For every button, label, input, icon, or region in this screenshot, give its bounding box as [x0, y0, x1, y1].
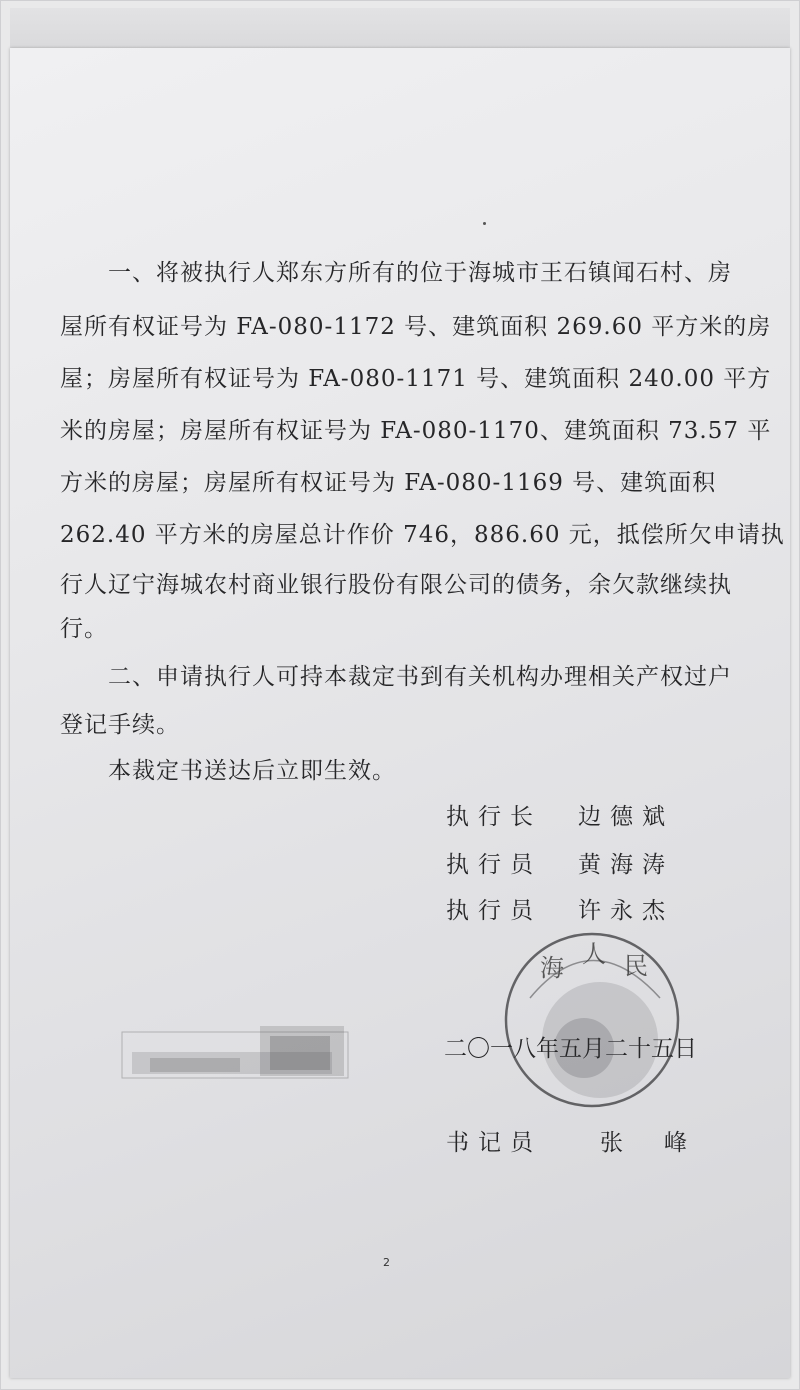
signature-role-1: 执行长 — [446, 804, 542, 830]
page-number: 2 — [383, 1256, 390, 1269]
para1-line-2: 屋所有权证号为 FA-080-1172 号、建筑面积 269.60 平方米的房 — [60, 314, 772, 340]
para1-line-3: 屋；房屋所有权证号为 FA-080-1171 号、建筑面积 240.00 平方 — [60, 366, 772, 392]
court-seal-stamp — [500, 928, 685, 1113]
signature-name-1: 边德斌 — [578, 804, 674, 830]
para1-line-1: 一、将被执行人郑东方所有的位于海城市王石镇闻石村、房 — [108, 260, 732, 286]
signature-role-2: 执行员 — [446, 852, 542, 878]
para1-line-8: 行。 — [60, 616, 108, 642]
para2-line-1: 二、申请执行人可持本裁定书到有关机构办理相关产权过户 — [108, 664, 732, 690]
seal-lettering: 海 — [540, 954, 564, 982]
svg-text:民: 民 — [624, 952, 648, 980]
signature-name-2: 黄海涛 — [578, 852, 674, 878]
rectangular-stamp — [120, 1022, 352, 1084]
clerk-role: 书记员 — [446, 1130, 542, 1156]
svg-text:人: 人 — [582, 940, 606, 968]
signature-role-3: 执行员 — [446, 898, 542, 924]
effective-statement: 本裁定书送达后立即生效。 — [108, 758, 396, 784]
para1-line-7: 行人辽宁海城农村商业银行股份有限公司的债务，余欠款继续执 — [60, 572, 732, 598]
clerk-name: 张 峰 — [600, 1130, 696, 1156]
signature-name-3: 许永杰 — [578, 898, 674, 924]
para1-line-6: 262.40 平方米的房屋总计作价 746，886.60 元，抵偿所欠申请执 — [60, 522, 785, 548]
para2-line-2: 登记手续。 — [60, 712, 180, 738]
document-date: 二〇一八年五月二十五日 — [444, 1036, 697, 1062]
para1-line-5: 方米的房屋；房屋所有权证号为 FA-080-1169 号、建筑面积 — [60, 470, 717, 496]
para1-line-4: 米的房屋；房屋所有权证号为 FA-080-1170、建筑面积 73.57 平 — [60, 418, 772, 444]
ink-speck — [483, 222, 486, 225]
